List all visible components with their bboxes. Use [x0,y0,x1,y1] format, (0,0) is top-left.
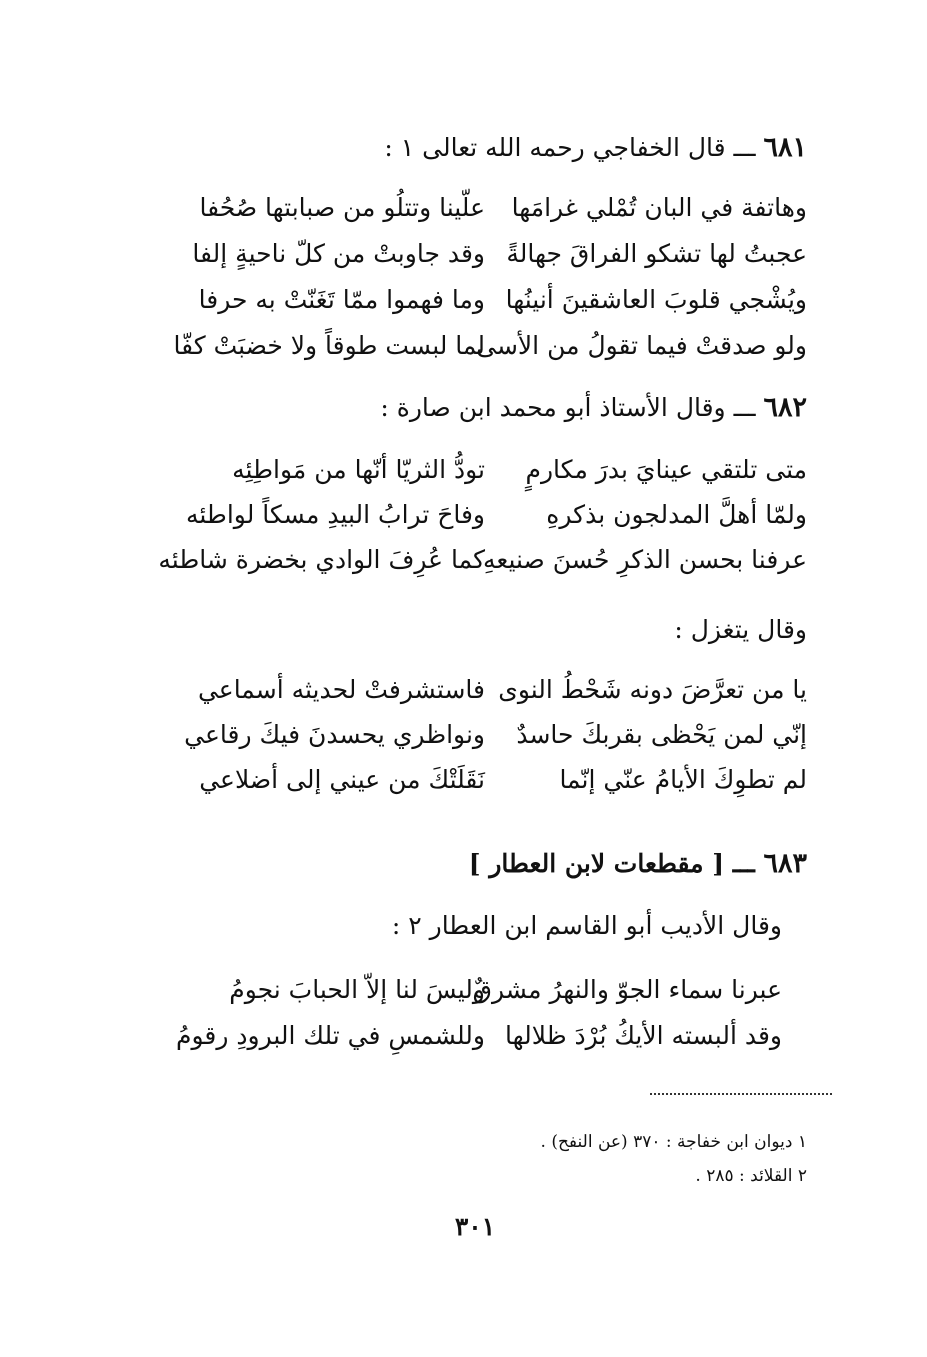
footnote-separator [650,1093,832,1095]
verse-hemistich-first: يا من تعرَّضَ دونه شَحْطُ النوى [498,675,807,704]
verse-hemistich-second: وللشمسِ في تلك البرودِ رقومُ [176,1021,485,1050]
verse-hemistich-second: وما فهموا ممّا تَغَنّتْ به حرفا [198,285,485,314]
verse-hemistich-second: وقد جاوبتْ من كلّ ناحيةٍ إلفا [192,239,485,268]
section-heading-683 [469,846,807,882]
verse-hemistich-second: كما عُرِفَ الوادي بخضرة شاطئه [158,545,485,574]
subheading: وقال يتغزل : [674,615,807,644]
section-heading-681 [384,130,807,166]
verse-hemistich-first: عجبتُ لها تشكو الفراقَ جهالةً [506,239,807,268]
section-title: ـــ [ مقطعات لابن العطار ] [468,849,764,878]
verse-hemistich-second: تودُّ الثريّا أنّها من مَواطِئِه [232,455,485,484]
verse-hemistich-second: فاستشرفتْ لحديثه أسماعي [197,675,485,704]
footnote-2: ٢ القلائد : ٢٨٥ . [695,1166,807,1186]
verse-hemistich-first: ويُشْجي قلوبَ العاشقينَ أنينُها [505,285,807,314]
page-number: ٣٠١ [454,1212,496,1241]
verse-hemistich-first: وهاتفة في البان تُمْلي غرامَها [511,193,807,222]
verse-hemistich-second: علّينا وتتلُو من صبابتها صُحُفا [199,193,485,222]
section-number: ٦٨١ [763,132,807,163]
verse-hemistich-second: وفاحَ ترابُ البيدِ مسكاً لواطئه [185,500,485,529]
verse-hemistich-second: ونواظري يحسدنَ فيكَ رقاعي [184,720,485,749]
verse-hemistich-first: عرفنا بحسن الذكرِ حُسنَ صنيعهِ [483,545,807,574]
section-number: ٦٨٣ [763,848,807,879]
intro-line: وقال الأديب أبو القاسم ابن العطار ٢ : [391,911,782,940]
verse-hemistich-first: إنّي لمن يَحْظى بقربكَ حاسدٌ [516,720,807,749]
footnote-1: ١ ديوان ابن خفاجة : ٣٧٠ (عن النفح) . [540,1132,807,1152]
section-number: ٦٨٢ [763,392,807,423]
verse-hemistich-first: متى تلتقي عينايَ بدرَ مكارمٍ [525,455,807,484]
section-heading-682 [380,390,807,426]
verse-hemistich-first: ولو صدقتْ فيما تقولُ من الأسى [476,331,807,360]
section-title: ـــ وقال الأستاذ أبو محمد ابن صارة : [380,393,764,422]
verse-hemistich-first: وقد ألبسته الأيكُ بُرْدَ ظلالها [505,1021,782,1050]
verse-hemistich-second: نَقَلَتْكَ من عيني إلى أضلاعي [199,765,485,794]
verse-hemistich-first: ولمّا أهلَّ المدلجون بذكرهِ [546,500,807,529]
verse-hemistich-first: عبرنا سماء الجوّ والنهرُ مشرقٌ [472,975,782,1004]
verse-hemistich-second: وليسَ لنا إلاّ الحبابَ نجومُ [229,975,485,1004]
verse-hemistich-second: لما لبست طوقاً ولا خضبَتْ كفّا [173,331,485,360]
section-title: ـــ قال الخفاجي رحمه الله تعالى ١ : [384,133,764,162]
verse-hemistich-first: لم تطوِكَ الأيامُ عنّي إنّما [559,765,807,794]
